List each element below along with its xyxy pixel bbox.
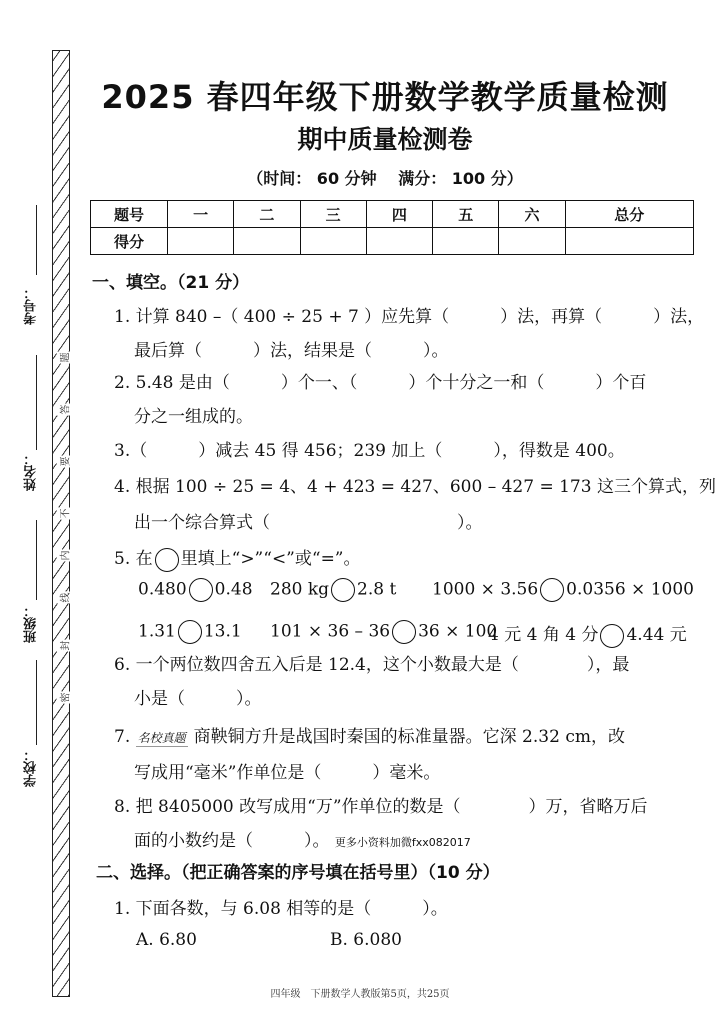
seal-char: 密 bbox=[57, 692, 72, 704]
score-input-cell[interactable] bbox=[433, 228, 499, 255]
q4-line2: 出一个综合算式（ ）。 bbox=[134, 513, 483, 533]
score-input-cell[interactable] bbox=[234, 228, 300, 255]
compare-right: 36 × 100 bbox=[418, 621, 498, 642]
compare-left: 1000 × 3.56 bbox=[432, 579, 539, 600]
score-row-label: 得分 bbox=[91, 228, 168, 255]
exam-meta: （时间： 60 分钟 满分： 100 分） bbox=[247, 169, 523, 188]
compare-item bbox=[270, 578, 396, 602]
section-2-title: 二、选择。（把正确答案的序号填在括号里）（10 分） bbox=[96, 863, 500, 883]
compare-item bbox=[138, 578, 253, 602]
name-label: 姓名： bbox=[24, 452, 39, 491]
exam-no-label: 考号： bbox=[24, 286, 39, 325]
compare-circle-icon bbox=[155, 548, 179, 572]
score-table bbox=[90, 200, 694, 255]
compare-item bbox=[488, 620, 687, 648]
compare-circle[interactable] bbox=[600, 624, 624, 648]
score-header-cell: 四 bbox=[366, 201, 432, 228]
q7-line1 bbox=[114, 722, 625, 747]
q1-line1: 1. 计算 840 –（ 400 ÷ 25 + 7 ）应先算（ ）法，再算（ ）法， bbox=[114, 307, 705, 327]
q8-line1: 8. 把 8405000 改写成用“万”作单位的数是（ ）万，省略万后 bbox=[114, 797, 648, 817]
s2-q1: 1. 下面各数，与 6.08 相等的是（ ）。 bbox=[114, 899, 448, 919]
seal-char: 不 bbox=[57, 508, 72, 520]
q2-line1: 2. 5.48 是由（ ）个一、（ ）个十分之一和（ ）个百 bbox=[114, 373, 647, 393]
compare-item bbox=[432, 578, 694, 602]
binding-margin-strip bbox=[52, 50, 70, 997]
score-table-header-row bbox=[91, 201, 694, 228]
exam-no-line bbox=[36, 205, 37, 275]
score-header-cell: 六 bbox=[499, 201, 565, 228]
score-input-cell[interactable] bbox=[168, 228, 234, 255]
compare-circle[interactable] bbox=[540, 578, 564, 602]
compare-circle[interactable] bbox=[178, 620, 202, 644]
page-footer: 四年级 下册数学人教版第5页，共25页 bbox=[270, 989, 450, 1000]
compare-left: 280 kg bbox=[270, 579, 330, 600]
exam-subtitle: 期中质量检测卷 bbox=[297, 125, 473, 154]
score-header-cell: 五 bbox=[433, 201, 499, 228]
q8-line2 bbox=[134, 826, 471, 851]
compare-left: 0.480 bbox=[138, 579, 187, 600]
seal-char: 要 bbox=[57, 456, 72, 468]
q6-line2: 小是（ ）。 bbox=[134, 689, 262, 709]
score-input-cell[interactable] bbox=[565, 228, 693, 255]
compare-circle[interactable] bbox=[331, 578, 355, 602]
q2-line2: 分之一组成的。 bbox=[134, 407, 253, 427]
score-header-cell: 总分 bbox=[565, 201, 693, 228]
name-line bbox=[36, 355, 37, 450]
s2-q1-option-b: B. 6.080 bbox=[330, 930, 402, 950]
seal-char: 内 bbox=[57, 550, 72, 562]
seal-char: 答 bbox=[57, 404, 72, 416]
school-line bbox=[36, 660, 37, 745]
s2-q1-option-a: A. 6.80 bbox=[136, 930, 197, 950]
compare-right: 13.1 bbox=[203, 621, 242, 642]
q7-number: 7. bbox=[114, 727, 131, 747]
score-header-cell: 一 bbox=[168, 201, 234, 228]
compare-right: 0.0356 × 1000 bbox=[566, 579, 694, 600]
compare-circle[interactable] bbox=[392, 620, 416, 644]
seal-char: 题 bbox=[57, 352, 72, 364]
class-line bbox=[36, 520, 37, 600]
compare-right: 4.44 元 bbox=[626, 625, 687, 645]
score-input-cell[interactable] bbox=[366, 228, 432, 255]
seal-char: 线 bbox=[57, 592, 72, 604]
q5-instruction bbox=[114, 544, 361, 572]
compare-left: 101 × 36 – 36 bbox=[270, 621, 391, 642]
compare-item bbox=[138, 620, 242, 644]
q1-line2: 最后算（ ）法，结果是（ ）。 bbox=[134, 341, 449, 361]
compare-left: 4 元 4 角 4 分 bbox=[488, 625, 599, 645]
seal-char: 封 bbox=[57, 640, 72, 652]
q8-note: 更多小资料加微fxx082017 bbox=[334, 836, 471, 849]
score-input-cell[interactable] bbox=[499, 228, 565, 255]
section-1-title: 一、填空。（21 分） bbox=[92, 273, 250, 293]
q8-text: 面的小数约是（ ）。 bbox=[134, 831, 330, 851]
compare-circle[interactable] bbox=[189, 578, 213, 602]
score-input-cell[interactable] bbox=[300, 228, 366, 255]
famous-school-stamp: 名校真题 bbox=[137, 731, 186, 745]
q7-text: 商鞅铜方升是战国时秦国的标准量器。它深 2.32 cm，改 bbox=[193, 727, 625, 747]
score-header-cell: 三 bbox=[300, 201, 366, 228]
compare-right: 0.48 bbox=[214, 579, 253, 600]
q5-post: 里填上“>”“<”或“=”。 bbox=[180, 549, 361, 569]
compare-right: 2.8 t bbox=[357, 579, 397, 600]
q4-line1: 4. 根据 100 ÷ 25 = 4、4 + 423 = 427、600 – 427 = 173 这三个算式，列 bbox=[114, 477, 716, 497]
compare-left: 1.31 bbox=[138, 621, 176, 642]
q7-line2: 写成用“毫米”作单位是（ ）毫米。 bbox=[134, 763, 441, 783]
score-header-cell: 题号 bbox=[91, 201, 168, 228]
score-table-score-row bbox=[91, 228, 694, 255]
score-header-cell: 二 bbox=[234, 201, 300, 228]
exam-title: 2025 春四年级下册数学教学质量检测 bbox=[101, 78, 669, 116]
compare-item bbox=[270, 620, 497, 644]
q6-line1: 6. 一个两位数四舍五入后是 12.4，这个小数最大是（ ），最 bbox=[114, 655, 630, 675]
q3: 3.（ ）减去 45 得 456；239 加上（ ），得数是 400。 bbox=[114, 441, 625, 461]
q5-pre: 5. 在 bbox=[114, 549, 153, 569]
class-label: 班级： bbox=[24, 604, 39, 643]
school-label: 学校： bbox=[24, 748, 39, 787]
